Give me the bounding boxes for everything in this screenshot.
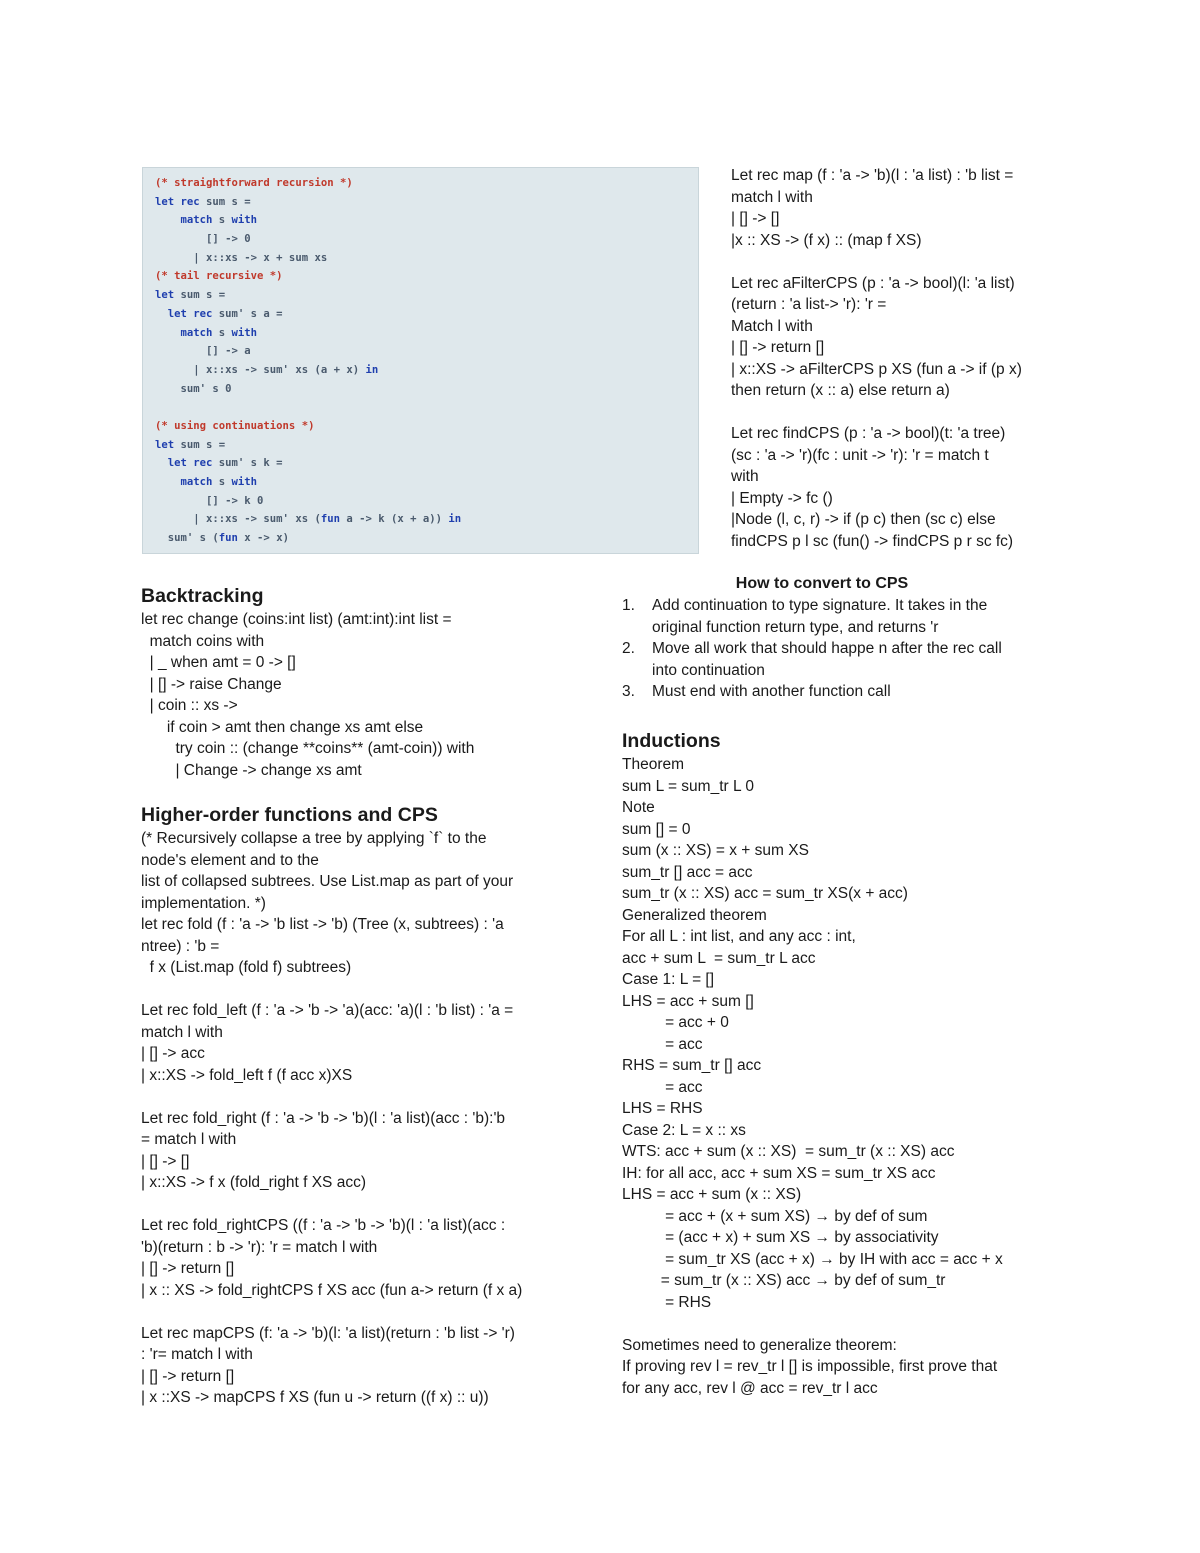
code-token: (* using continuations *) xyxy=(155,419,315,432)
code-token: x -> x) xyxy=(237,532,289,545)
proof-line: For all L : int list, and any acc : int, xyxy=(622,928,856,945)
code-text-line: | x::XS -> fold_left f (f acc x)XS xyxy=(141,1066,353,1084)
code-text-line: | x::XS -> f x (fold_right f XS acc) xyxy=(141,1174,366,1191)
code-text-line: match coins with xyxy=(141,632,265,650)
code-text-line: if coin > amt then change xs amt else xyxy=(141,718,424,736)
code-line xyxy=(155,473,698,492)
text-line: (return : 'a list-> 'r): 'r = xyxy=(731,296,887,313)
text-line: Let rec findCPS (p : 'a -> bool)(t: 'a tree) xyxy=(731,425,1006,442)
list-item xyxy=(622,595,1002,617)
code-text-line xyxy=(141,1194,522,1216)
proof-line: sum (x :: XS) = x + sum XS xyxy=(622,842,809,859)
proof-line: Sometimes need to generalize theorem: xyxy=(622,1336,897,1354)
backtracking-heading: Backtracking xyxy=(141,585,264,607)
proof-line: Note xyxy=(622,799,655,816)
code-token: s xyxy=(212,214,232,227)
code-token: in xyxy=(448,513,462,526)
list-item-text: original function return type, and returns 'r xyxy=(652,618,939,636)
list-item-text: Move all work that should happe n after the rec call xyxy=(652,640,1002,657)
code-token: (* tail recursive *) xyxy=(155,270,283,283)
code-token: | x::xs -> sum' xs (a + x) xyxy=(155,363,366,376)
code-token: [] -> a xyxy=(155,345,251,358)
code-token: sum s = xyxy=(174,438,226,451)
proof-line: LHS = acc + sum [] xyxy=(622,992,754,1010)
code-token: (* straightforward recursion *) xyxy=(155,177,353,189)
code-text-line: let rec change (coins:int list) (amt:int):int list = xyxy=(141,611,452,628)
code-token: | x::xs -> sum' xs ( xyxy=(155,513,321,526)
proof-line: RHS = sum_tr [] acc xyxy=(622,1057,762,1074)
code-token: let rec xyxy=(155,307,213,320)
code-text-line: let rec fold (f : 'a -> 'b list -> 'b) (Tree (x, subtrees) : 'a xyxy=(141,916,504,933)
right-top-code-notes xyxy=(731,165,1022,552)
code-token: a -> k (x + a)) xyxy=(339,513,449,526)
code-text-line: f x (List.map (fold f) subtrees) xyxy=(141,959,352,976)
proof-line: WTS: acc + sum (x :: XS) = sum_tr (x :: XS) acc xyxy=(622,1143,955,1160)
code-token: in xyxy=(365,363,379,376)
proof-line: Theorem xyxy=(622,756,685,773)
code-token: match xyxy=(155,476,213,488)
code-line xyxy=(155,174,698,193)
code-text-line: Let rec mapCPS (f: 'a -> 'b)(l: 'a list)(return : 'b list -> 'r) xyxy=(141,1324,515,1342)
text-line: Let rec aFilterCPS (p : 'a -> bool)(l: 'a list) xyxy=(731,274,1015,292)
proof-line: If proving rev l = rev_tr l [] is impossible, first prove that xyxy=(622,1358,998,1375)
code-token: sum' s k = xyxy=(212,457,283,470)
code-line xyxy=(155,361,698,380)
code-text-line: | [] -> [] xyxy=(141,1152,190,1170)
code-token: fun xyxy=(218,532,238,545)
code-text-line: | [] -> return [] xyxy=(141,1260,235,1277)
code-text-line xyxy=(141,979,522,1001)
code-text-line: list of collapsed subtrees. Use List.map as part of your xyxy=(141,873,514,890)
code-token: sum' s a = xyxy=(212,307,283,320)
list-item xyxy=(622,660,1002,682)
hof-code xyxy=(141,828,522,1409)
code-token: let xyxy=(155,289,175,302)
code-token: s xyxy=(212,476,232,488)
code-token: | x::xs -> x + sum xs xyxy=(155,251,328,264)
code-text-line: implementation. *) xyxy=(141,894,266,912)
code-text-line: | [] -> raise Change xyxy=(141,675,282,693)
code-line xyxy=(155,324,698,343)
code-text-line: 'b)(return : b -> 'r): 'r = match l with xyxy=(141,1238,378,1256)
proof-line: = (acc + x) + sum XS → by associativity xyxy=(622,1229,939,1246)
text-line: Let rec map (f : 'a -> 'b)(l : 'a list) : 'b list = xyxy=(731,167,1014,184)
proof-line: = acc + (x + sum XS) → by def of sum xyxy=(622,1207,928,1225)
proof-line xyxy=(622,1313,1003,1335)
code-token: fun xyxy=(320,513,340,526)
code-text-line: = match l with xyxy=(141,1131,237,1148)
code-line xyxy=(155,249,698,268)
code-token: match xyxy=(155,214,213,227)
code-line xyxy=(155,286,698,305)
proof-line: = acc xyxy=(622,1078,703,1096)
proof-line: Case 1: L = [] xyxy=(622,971,715,988)
list-item xyxy=(622,638,1002,660)
proof-line: sum_tr [] acc = acc xyxy=(622,863,753,881)
code-text-line: | x :: XS -> fold_rightCPS f XS acc (fun a-> return (f x a) xyxy=(141,1281,523,1299)
code-line xyxy=(155,305,698,324)
list-item-text: Must end with another function call xyxy=(652,683,891,700)
code-token: let rec xyxy=(155,457,213,470)
convert-heading: How to convert to CPS xyxy=(735,575,909,592)
proof-line: IH: for all acc, acc + sum XS = sum_tr XS acc xyxy=(622,1164,936,1182)
proof-line: = acc xyxy=(622,1035,703,1053)
code-line xyxy=(155,193,698,212)
code-line xyxy=(155,380,698,399)
code-token: s xyxy=(212,326,232,339)
code-line xyxy=(155,529,698,548)
proof-line: = RHS xyxy=(622,1293,712,1311)
proof-line: for any acc, rev l @ acc = rev_tr l acc xyxy=(622,1379,878,1397)
list-item xyxy=(622,617,1002,639)
code-line xyxy=(155,230,698,249)
code-text-line: | coin :: xs -> xyxy=(141,697,238,714)
code-text-line: | [] -> acc xyxy=(141,1045,205,1062)
list-item-text: Add continuation to type signature. It takes in the xyxy=(652,597,988,614)
code-line xyxy=(155,510,698,529)
proof-line: sum L = sum_tr L 0 xyxy=(622,777,754,795)
code-text-line: try coin :: (change **coins** (amt-coin)) with xyxy=(141,740,475,757)
backtracking-code xyxy=(141,609,474,781)
hof-heading: Higher-order functions and CPS xyxy=(141,804,438,826)
code-text-line: ntree) : 'b = xyxy=(141,937,220,955)
list-item xyxy=(622,681,1002,703)
code-token: [] -> k 0 xyxy=(155,494,264,507)
code-line xyxy=(155,492,698,511)
code-line xyxy=(155,417,698,436)
list-item-number: 3. xyxy=(622,683,635,700)
text-line: (sc : 'a -> 'r)(fc : unit -> 'r): 'r = match t xyxy=(731,446,989,464)
list-item-number: 1. xyxy=(622,597,635,614)
inductions-heading: Inductions xyxy=(622,730,721,752)
code-token: with xyxy=(231,326,258,339)
proof-line: = acc + 0 xyxy=(622,1014,729,1031)
text-line: | x::XS -> aFilterCPS p XS (fun a -> if (p x) xyxy=(731,360,1022,378)
code-text-line: Let rec fold_right (f : 'a -> 'b -> 'b)(l : 'a list)(acc : 'b):'b xyxy=(141,1109,506,1127)
code-token: sum' s ( xyxy=(155,532,219,545)
code-line xyxy=(155,398,698,417)
proof-line: LHS = acc + sum (x :: XS) xyxy=(622,1186,802,1203)
code-token: sum' s 0 xyxy=(155,382,232,395)
code-text-line: match l with xyxy=(141,1023,223,1041)
proof-line: LHS = RHS xyxy=(622,1100,703,1117)
code-token: match xyxy=(155,326,213,339)
proof-line: sum [] = 0 xyxy=(622,820,691,838)
code-token: with xyxy=(231,476,258,488)
code-line xyxy=(155,342,698,361)
code-line xyxy=(155,454,698,473)
code-text-line: | x ::XS -> mapCPS f XS (fun u -> return ((f x) :: u)) xyxy=(141,1389,489,1406)
text-line: with xyxy=(731,468,759,485)
text-line xyxy=(731,402,1022,424)
text-line: | Empty -> fc () xyxy=(731,489,833,507)
text-line: then return (x :: a) else return a) xyxy=(731,382,950,399)
code-text-line: (* Recursively collapse a tree by applying `f` to the xyxy=(141,830,487,847)
code-text-line: | Change -> change xs amt xyxy=(141,761,362,779)
code-line xyxy=(155,267,698,286)
code-token: sum s = xyxy=(174,289,226,302)
text-line: Match l with xyxy=(731,317,813,335)
text-line: |x :: XS -> (f x) :: (map f XS) xyxy=(731,231,922,249)
list-item-text: into continuation xyxy=(652,661,765,679)
text-line: | [] -> return [] xyxy=(731,339,825,356)
code-screenshot xyxy=(142,167,699,554)
proof-line: = sum_tr XS (acc + x) → by IH with acc = acc + x xyxy=(622,1250,1003,1268)
proof-line: Generalized theorem xyxy=(622,906,767,924)
code-token: with xyxy=(231,214,258,227)
code-token: let xyxy=(155,438,175,451)
inductions-proof xyxy=(622,754,1003,1399)
text-line: findCPS p l sc (fun() -> findCPS p r sc fc) xyxy=(731,532,1014,550)
code-token: [] -> 0 xyxy=(155,233,251,246)
code-text-line: | _ when amt = 0 -> [] xyxy=(141,654,296,671)
text-line: | [] -> [] xyxy=(731,210,780,227)
proof-line: = sum_tr (x :: XS) acc → by def of sum_tr xyxy=(622,1272,946,1289)
code-text-line: Let rec fold_left (f : 'a -> 'b -> 'a)(acc: 'a)(l : 'b list) : 'a = xyxy=(141,1002,514,1019)
code-text-line: node's element and to the xyxy=(141,851,319,869)
code-text-line: Let rec fold_rightCPS ((f : 'a -> 'b -> 'b)(l : 'a list)(acc : xyxy=(141,1217,506,1234)
text-line: |Node (l, c, r) -> if (p c) then (sc c) else xyxy=(731,511,996,528)
proof-line: sum_tr (x :: XS) acc = sum_tr XS(x + acc) xyxy=(622,885,908,902)
text-line: match l with xyxy=(731,188,813,206)
proof-line: Case 2: L = x :: xs xyxy=(622,1121,746,1139)
code-text-line xyxy=(141,1086,522,1108)
text-line xyxy=(731,251,1022,273)
code-text-line xyxy=(141,1301,522,1323)
code-text-line: | [] -> return [] xyxy=(141,1367,235,1385)
code-line xyxy=(155,211,698,230)
code-line xyxy=(155,436,698,455)
code-text-line: : 'r= match l with xyxy=(141,1346,253,1363)
code-token: sum s = xyxy=(199,195,251,208)
code-token: let rec xyxy=(155,195,200,208)
convert-steps-list xyxy=(622,595,1002,703)
list-item-number: 2. xyxy=(622,640,635,657)
proof-line: acc + sum L = sum_tr L acc xyxy=(622,949,816,967)
